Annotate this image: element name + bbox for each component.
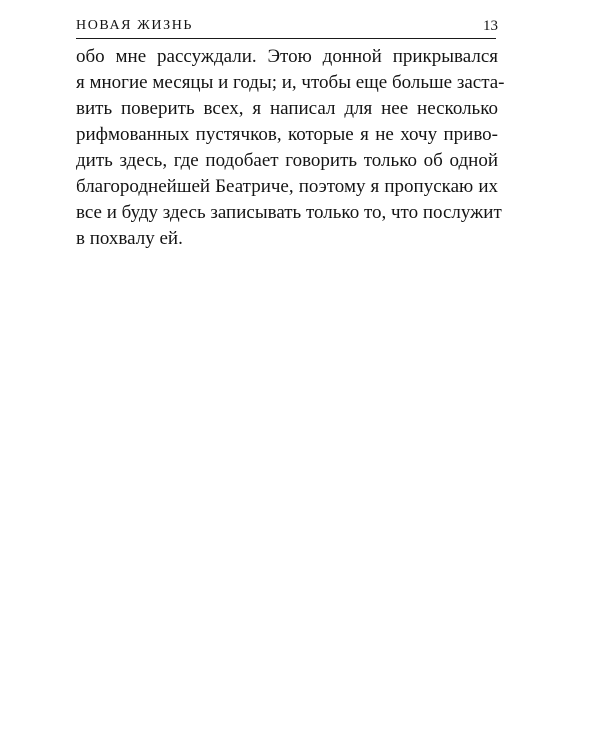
text-line: все и буду здесь записывать только то, что послужит [76,202,502,223]
running-header [76,16,496,39]
page-number: 13 [483,18,498,34]
text-line: обо мне рассуждали. Этою донной прикрывался [76,46,498,67]
text-line: благороднейшей Беатриче, поэтому я пропускаю их [76,176,498,197]
running-title: НОВАЯ ЖИЗНЬ [76,18,194,33]
text-line: дить здесь, где подобает говорить только об одной [76,150,498,171]
text-line: я многие месяцы и годы; и, чтобы еще больше заста- [76,72,505,93]
body-paragraph [76,44,505,252]
text-line: рифмованных пустячков, которые я не хочу приво- [76,124,498,145]
text-line: вить поверить всех, я написал для нее несколько [76,98,498,119]
text-line: в похвалу ей. [76,228,183,249]
